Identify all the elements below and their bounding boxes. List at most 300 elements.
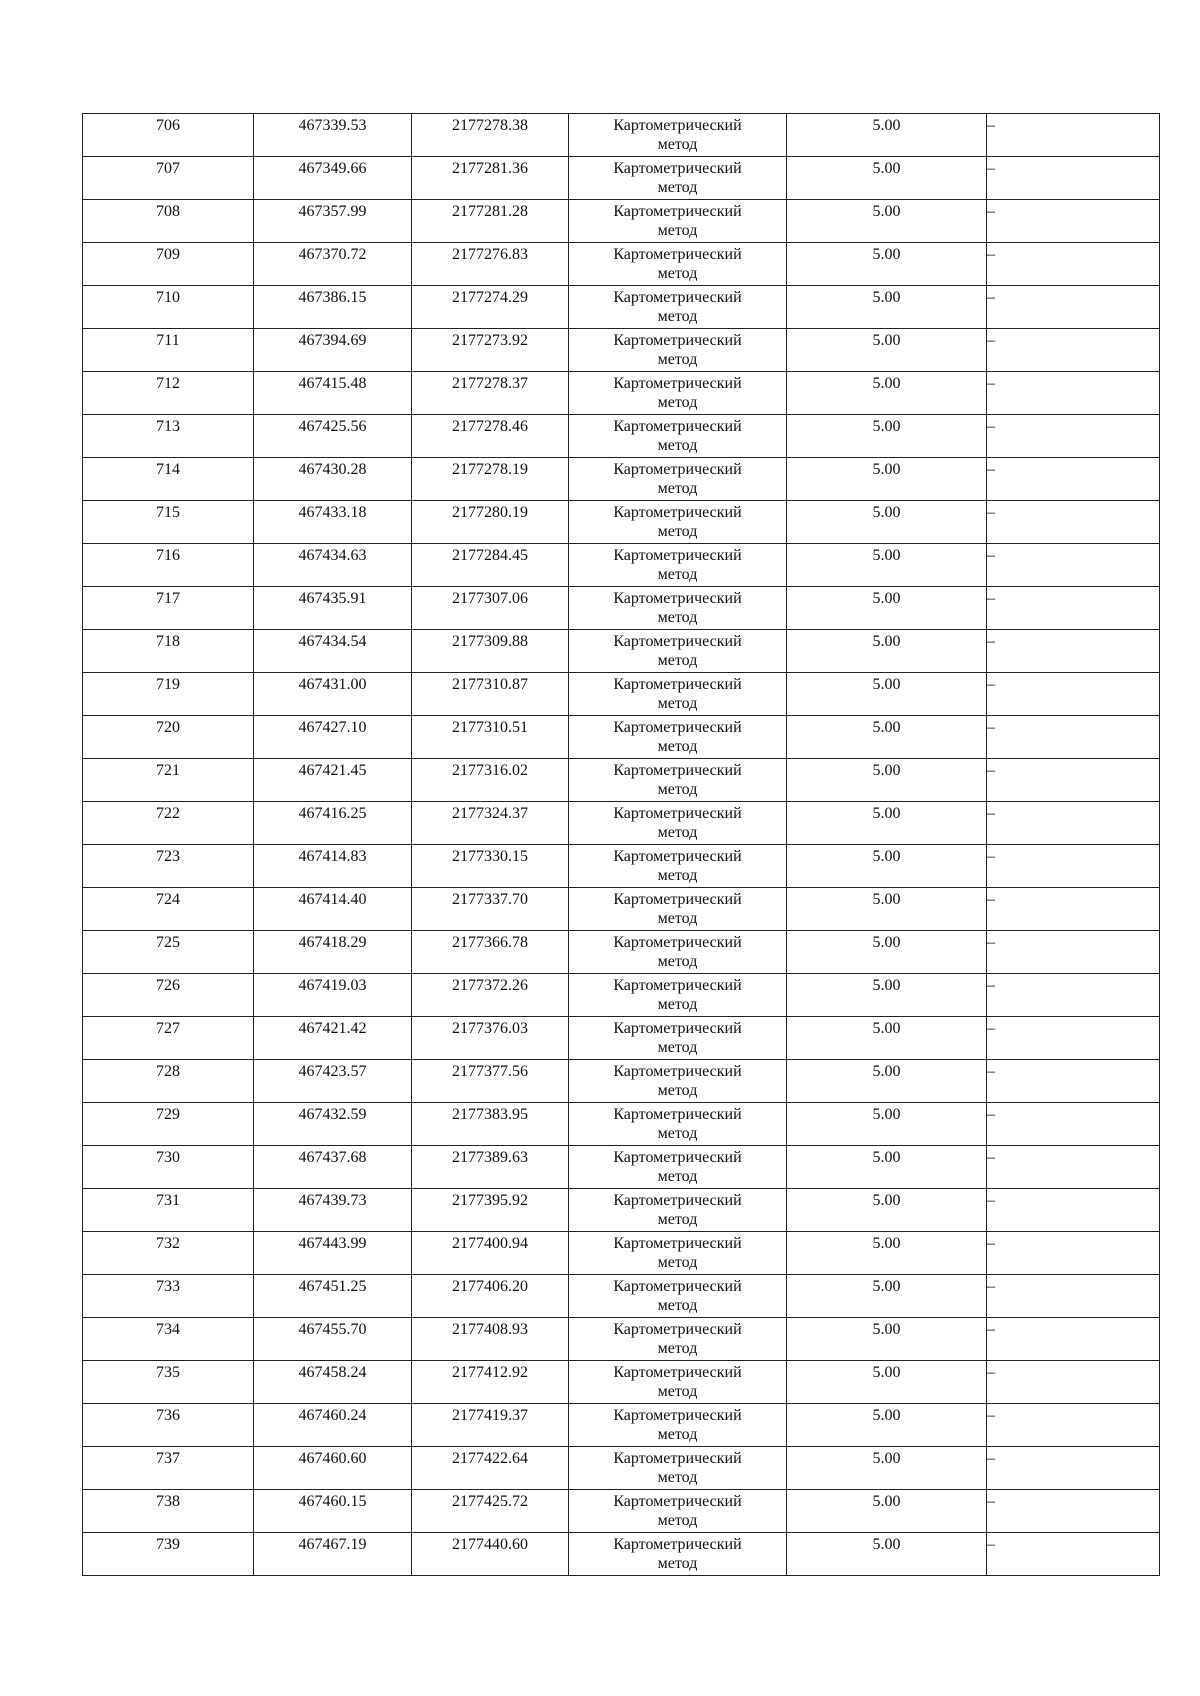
coordinate-y-cell	[412, 630, 569, 673]
coordinate-y: 2177281.36	[452, 160, 528, 177]
method-line1: Картометрический	[613, 289, 742, 306]
tolerance-cell	[787, 673, 987, 716]
point-number-cell	[83, 157, 254, 200]
note-cell	[987, 802, 1160, 845]
point-number-cell	[83, 1060, 254, 1103]
tolerance-cell	[787, 845, 987, 888]
method-line1: Картометрический	[613, 891, 742, 908]
method-line2: метод	[657, 480, 698, 497]
point-number: 732	[156, 1235, 180, 1252]
coordinate-y: 2177281.28	[452, 203, 528, 220]
coordinate-y: 2177273.92	[452, 332, 528, 349]
tolerance: 5.00	[872, 891, 901, 908]
point-number: 726	[156, 977, 180, 994]
method-line1: Картометрический	[613, 1364, 742, 1381]
table-row	[83, 1017, 1160, 1060]
point-number-cell	[83, 587, 254, 630]
coordinate-y-cell	[412, 114, 569, 157]
coordinate-x: 467467.19	[298, 1536, 367, 1553]
coordinate-x: 467414.40	[298, 891, 367, 908]
method-cell	[569, 415, 787, 458]
note-cell	[987, 114, 1160, 157]
point-number-cell	[83, 1404, 254, 1447]
method-cell	[569, 458, 787, 501]
coordinate-y: 2177389.63	[452, 1149, 528, 1166]
note: –	[987, 547, 995, 564]
point-number: 730	[156, 1149, 180, 1166]
tolerance: 5.00	[872, 590, 901, 607]
table-row	[83, 802, 1160, 845]
point-number-cell	[83, 415, 254, 458]
tolerance-cell	[787, 372, 987, 415]
point-number-cell	[83, 544, 254, 587]
method-line2: метод	[657, 351, 698, 368]
coordinate-x-cell	[254, 1017, 412, 1060]
coordinate-x: 467455.70	[298, 1321, 367, 1338]
method-line2: метод	[657, 781, 698, 798]
coordinate-y: 2177408.93	[452, 1321, 528, 1338]
coordinate-x: 467416.25	[298, 805, 367, 822]
method-cell	[569, 1404, 787, 1447]
coordinate-x: 467423.57	[298, 1063, 367, 1080]
method-line2: метод	[657, 394, 698, 411]
coordinate-x-cell	[254, 1533, 412, 1576]
table-row	[83, 888, 1160, 931]
coordinate-x: 467427.10	[298, 719, 367, 736]
coordinate-y: 2177278.19	[452, 461, 528, 478]
coordinate-y: 2177372.26	[452, 977, 528, 994]
point-number-cell	[83, 1361, 254, 1404]
coordinate-x: 467451.25	[298, 1278, 367, 1295]
coordinate-x-cell	[254, 544, 412, 587]
coordinate-y-cell	[412, 802, 569, 845]
method-line2: метод	[657, 1211, 698, 1228]
coordinate-x-cell	[254, 286, 412, 329]
tolerance: 5.00	[872, 1063, 901, 1080]
point-number-cell	[83, 200, 254, 243]
method-line1: Картометрический	[613, 504, 742, 521]
table-row	[83, 1318, 1160, 1361]
note: –	[987, 977, 995, 994]
method-line1: Картометрический	[613, 547, 742, 564]
tolerance: 5.00	[872, 1321, 901, 1338]
coordinate-x: 467460.24	[298, 1407, 367, 1424]
point-number: 736	[156, 1407, 180, 1424]
coordinate-x: 467432.59	[298, 1106, 367, 1123]
method-cell	[569, 1490, 787, 1533]
note: –	[987, 1278, 995, 1295]
table-row	[83, 1189, 1160, 1232]
coordinate-y: 2177377.56	[452, 1063, 528, 1080]
coordinate-x-cell	[254, 1146, 412, 1189]
note-cell	[987, 1189, 1160, 1232]
method-line2: метод	[657, 1039, 698, 1056]
coordinate-y: 2177316.02	[452, 762, 528, 779]
coordinate-x: 467434.63	[298, 547, 367, 564]
coordinate-y-cell	[412, 458, 569, 501]
point-number-cell	[83, 1275, 254, 1318]
tolerance: 5.00	[872, 547, 901, 564]
table-row	[83, 1361, 1160, 1404]
tolerance: 5.00	[872, 633, 901, 650]
note: –	[987, 1536, 995, 1553]
coordinate-y: 2177366.78	[452, 934, 528, 951]
tolerance-cell	[787, 286, 987, 329]
point-number-cell	[83, 243, 254, 286]
method-line1: Картометрический	[613, 1321, 742, 1338]
coordinate-x-cell	[254, 458, 412, 501]
coordinate-x-cell	[254, 1275, 412, 1318]
note-cell	[987, 759, 1160, 802]
tolerance: 5.00	[872, 504, 901, 521]
coordinate-y: 2177278.37	[452, 375, 528, 392]
point-number: 738	[156, 1493, 180, 1510]
point-number-cell	[83, 845, 254, 888]
method-line2: метод	[657, 1082, 698, 1099]
method-line2: метод	[657, 265, 698, 282]
tolerance: 5.00	[872, 719, 901, 736]
note-cell	[987, 200, 1160, 243]
tolerance: 5.00	[872, 1450, 901, 1467]
point-number-cell	[83, 759, 254, 802]
method-line2: метод	[657, 652, 698, 669]
point-number: 722	[156, 805, 180, 822]
point-number: 715	[156, 504, 180, 521]
point-number-cell	[83, 974, 254, 1017]
coordinate-y: 2177278.46	[452, 418, 528, 435]
coordinate-x-cell	[254, 1490, 412, 1533]
point-number: 728	[156, 1063, 180, 1080]
tolerance: 5.00	[872, 418, 901, 435]
note-cell	[987, 1275, 1160, 1318]
coordinate-x: 467415.48	[298, 375, 367, 392]
coordinate-y: 2177422.64	[452, 1450, 528, 1467]
note-cell	[987, 974, 1160, 1017]
method-cell	[569, 1318, 787, 1361]
coordinate-x-cell	[254, 243, 412, 286]
coordinate-y: 2177337.70	[452, 891, 528, 908]
tolerance: 5.00	[872, 934, 901, 951]
coordinate-y: 2177274.29	[452, 289, 528, 306]
coordinate-y-cell	[412, 1318, 569, 1361]
method-line2: метод	[657, 1125, 698, 1142]
point-number-cell	[83, 1189, 254, 1232]
tolerance-cell	[787, 1060, 987, 1103]
point-number: 729	[156, 1106, 180, 1123]
tolerance-cell	[787, 716, 987, 759]
method-line2: метод	[657, 136, 698, 153]
point-number-cell	[83, 1447, 254, 1490]
point-number: 713	[156, 418, 180, 435]
coordinate-y-cell	[412, 415, 569, 458]
coordinate-y-cell	[412, 931, 569, 974]
method-cell	[569, 1232, 787, 1275]
method-cell	[569, 1017, 787, 1060]
tolerance-cell	[787, 458, 987, 501]
point-number: 734	[156, 1321, 180, 1338]
table-row	[83, 931, 1160, 974]
table-row	[83, 372, 1160, 415]
coordinate-y: 2177309.88	[452, 633, 528, 650]
coordinate-y-cell	[412, 329, 569, 372]
table-row	[83, 157, 1160, 200]
coordinate-y-cell	[412, 1533, 569, 1576]
coordinate-x: 467430.28	[298, 461, 367, 478]
note: –	[987, 719, 995, 736]
method-cell	[569, 673, 787, 716]
coordinate-x: 467349.66	[298, 160, 367, 177]
coordinate-x: 467419.03	[298, 977, 367, 994]
tolerance-cell	[787, 802, 987, 845]
coordinate-y-cell	[412, 1275, 569, 1318]
coordinate-x: 467435.91	[298, 590, 367, 607]
table-row	[83, 1275, 1160, 1318]
point-number: 739	[156, 1536, 180, 1553]
coordinate-x: 467443.99	[298, 1235, 367, 1252]
point-number-cell	[83, 372, 254, 415]
table-row	[83, 630, 1160, 673]
tolerance: 5.00	[872, 977, 901, 994]
point-number: 727	[156, 1020, 180, 1037]
coordinate-x-cell	[254, 888, 412, 931]
tolerance-cell	[787, 1404, 987, 1447]
method-line2: метод	[657, 1254, 698, 1271]
note-cell	[987, 372, 1160, 415]
coordinate-x: 467357.99	[298, 203, 367, 220]
point-number: 725	[156, 934, 180, 951]
tolerance-cell	[787, 157, 987, 200]
coordinate-y-cell	[412, 1404, 569, 1447]
point-number: 709	[156, 246, 180, 263]
note-cell	[987, 716, 1160, 759]
note-cell	[987, 673, 1160, 716]
method-cell	[569, 931, 787, 974]
method-line2: метод	[657, 1340, 698, 1357]
coordinate-y: 2177284.45	[452, 547, 528, 564]
note: –	[987, 590, 995, 607]
point-number: 723	[156, 848, 180, 865]
note: –	[987, 332, 995, 349]
coordinate-y: 2177406.20	[452, 1278, 528, 1295]
table-row	[83, 286, 1160, 329]
point-number: 737	[156, 1450, 180, 1467]
note-cell	[987, 1060, 1160, 1103]
coordinate-y: 2177440.60	[452, 1536, 528, 1553]
point-number-cell	[83, 630, 254, 673]
tolerance-cell	[787, 200, 987, 243]
point-number-cell	[83, 329, 254, 372]
method-line2: метод	[657, 953, 698, 970]
method-line2: метод	[657, 437, 698, 454]
method-cell	[569, 157, 787, 200]
method-line2: метод	[657, 824, 698, 841]
tolerance: 5.00	[872, 676, 901, 693]
coordinate-x: 467418.29	[298, 934, 367, 951]
note-cell	[987, 1103, 1160, 1146]
coordinate-x-cell	[254, 1404, 412, 1447]
note: –	[987, 891, 995, 908]
note: –	[987, 461, 995, 478]
coordinate-y: 2177376.03	[452, 1020, 528, 1037]
tolerance: 5.00	[872, 160, 901, 177]
table-row	[83, 544, 1160, 587]
table-row	[83, 673, 1160, 716]
method-cell	[569, 1361, 787, 1404]
method-cell	[569, 974, 787, 1017]
method-line2: метод	[657, 1469, 698, 1486]
coordinate-y-cell	[412, 200, 569, 243]
table-row	[83, 1490, 1160, 1533]
coordinate-y: 2177419.37	[452, 1407, 528, 1424]
coordinate-y-cell	[412, 888, 569, 931]
note-cell	[987, 1318, 1160, 1361]
point-number: 708	[156, 203, 180, 220]
table-row	[83, 501, 1160, 544]
point-number-cell	[83, 1103, 254, 1146]
method-line2: метод	[657, 179, 698, 196]
table-row	[83, 114, 1160, 157]
point-number-cell	[83, 716, 254, 759]
tolerance-cell	[787, 1490, 987, 1533]
method-line1: Картометрический	[613, 418, 742, 435]
note: –	[987, 1235, 995, 1252]
note: –	[987, 1106, 995, 1123]
table-row	[83, 1533, 1160, 1576]
coordinate-x: 467421.42	[298, 1020, 367, 1037]
tolerance-cell	[787, 415, 987, 458]
tolerance-cell	[787, 1361, 987, 1404]
method-line1: Картометрический	[613, 1149, 742, 1166]
point-number: 721	[156, 762, 180, 779]
note: –	[987, 1407, 995, 1424]
table-row	[83, 458, 1160, 501]
coordinate-y-cell	[412, 673, 569, 716]
tolerance-cell	[787, 114, 987, 157]
coordinate-y-cell	[412, 1146, 569, 1189]
coordinate-x-cell	[254, 587, 412, 630]
tolerance-cell	[787, 243, 987, 286]
point-number: 733	[156, 1278, 180, 1295]
method-line1: Картометрический	[613, 1278, 742, 1295]
coordinate-y-cell	[412, 1232, 569, 1275]
tolerance-cell	[787, 759, 987, 802]
note-cell	[987, 888, 1160, 931]
point-number-cell	[83, 458, 254, 501]
tolerance-cell	[787, 544, 987, 587]
note-cell	[987, 415, 1160, 458]
point-number: 724	[156, 891, 180, 908]
note-cell	[987, 1490, 1160, 1533]
note-cell	[987, 931, 1160, 974]
coordinate-y-cell	[412, 1490, 569, 1533]
tolerance: 5.00	[872, 1493, 901, 1510]
coordinate-x-cell	[254, 802, 412, 845]
note-cell	[987, 501, 1160, 544]
coordinate-x: 467437.68	[298, 1149, 367, 1166]
coordinate-y: 2177307.06	[452, 590, 528, 607]
method-line2: метод	[657, 1383, 698, 1400]
method-cell	[569, 716, 787, 759]
coordinate-y-cell	[412, 1060, 569, 1103]
coordinate-x-cell	[254, 501, 412, 544]
method-line1: Картометрический	[613, 1450, 742, 1467]
coordinate-x: 467425.56	[298, 418, 367, 435]
point-number: 706	[156, 117, 180, 134]
method-line2: метод	[657, 1168, 698, 1185]
table-row	[83, 1060, 1160, 1103]
note: –	[987, 117, 995, 134]
table-row	[83, 716, 1160, 759]
coordinate-y-cell	[412, 1447, 569, 1490]
method-line1: Картометрический	[613, 246, 742, 263]
coordinate-y-cell	[412, 845, 569, 888]
note: –	[987, 418, 995, 435]
coordinate-x-cell	[254, 845, 412, 888]
method-line1: Картометрический	[613, 633, 742, 650]
coordinate-x: 467433.18	[298, 504, 367, 521]
method-line1: Картометрический	[613, 762, 742, 779]
method-line1: Картометрический	[613, 848, 742, 865]
tolerance: 5.00	[872, 203, 901, 220]
tolerance: 5.00	[872, 1235, 901, 1252]
point-number-cell	[83, 673, 254, 716]
note-cell	[987, 157, 1160, 200]
table-row	[83, 974, 1160, 1017]
coordinate-y: 2177310.87	[452, 676, 528, 693]
point-number-cell	[83, 1146, 254, 1189]
method-line1: Картометрический	[613, 203, 742, 220]
method-line1: Картометрический	[613, 934, 742, 951]
method-line1: Картометрический	[613, 719, 742, 736]
coordinate-x-cell	[254, 415, 412, 458]
coordinate-y-cell	[412, 157, 569, 200]
note: –	[987, 848, 995, 865]
method-cell	[569, 888, 787, 931]
coordinate-y: 2177400.94	[452, 1235, 528, 1252]
method-cell	[569, 1447, 787, 1490]
coordinate-x-cell	[254, 630, 412, 673]
table-row	[83, 243, 1160, 286]
method-line1: Картометрический	[613, 461, 742, 478]
point-number: 707	[156, 160, 180, 177]
coordinate-x-cell	[254, 1447, 412, 1490]
table-body	[83, 114, 1160, 1576]
note-cell	[987, 1533, 1160, 1576]
note: –	[987, 1321, 995, 1338]
coordinate-y: 2177310.51	[452, 719, 528, 736]
method-cell	[569, 1146, 787, 1189]
note: –	[987, 504, 995, 521]
method-line2: метод	[657, 910, 698, 927]
coordinate-x: 467394.69	[298, 332, 367, 349]
method-cell	[569, 630, 787, 673]
coordinate-y-cell	[412, 501, 569, 544]
point-number-cell	[83, 1318, 254, 1361]
table-row	[83, 200, 1160, 243]
method-line2: метод	[657, 738, 698, 755]
note-cell	[987, 458, 1160, 501]
tolerance-cell	[787, 1533, 987, 1576]
method-line1: Картометрический	[613, 590, 742, 607]
method-line1: Картометрический	[613, 1407, 742, 1424]
tolerance-cell	[787, 1146, 987, 1189]
coordinate-y: 2177330.15	[452, 848, 528, 865]
table-row	[83, 1447, 1160, 1490]
method-line2: метод	[657, 1426, 698, 1443]
method-line1: Картометрический	[613, 1020, 742, 1037]
coordinate-x: 467434.54	[298, 633, 367, 650]
method-line2: метод	[657, 566, 698, 583]
